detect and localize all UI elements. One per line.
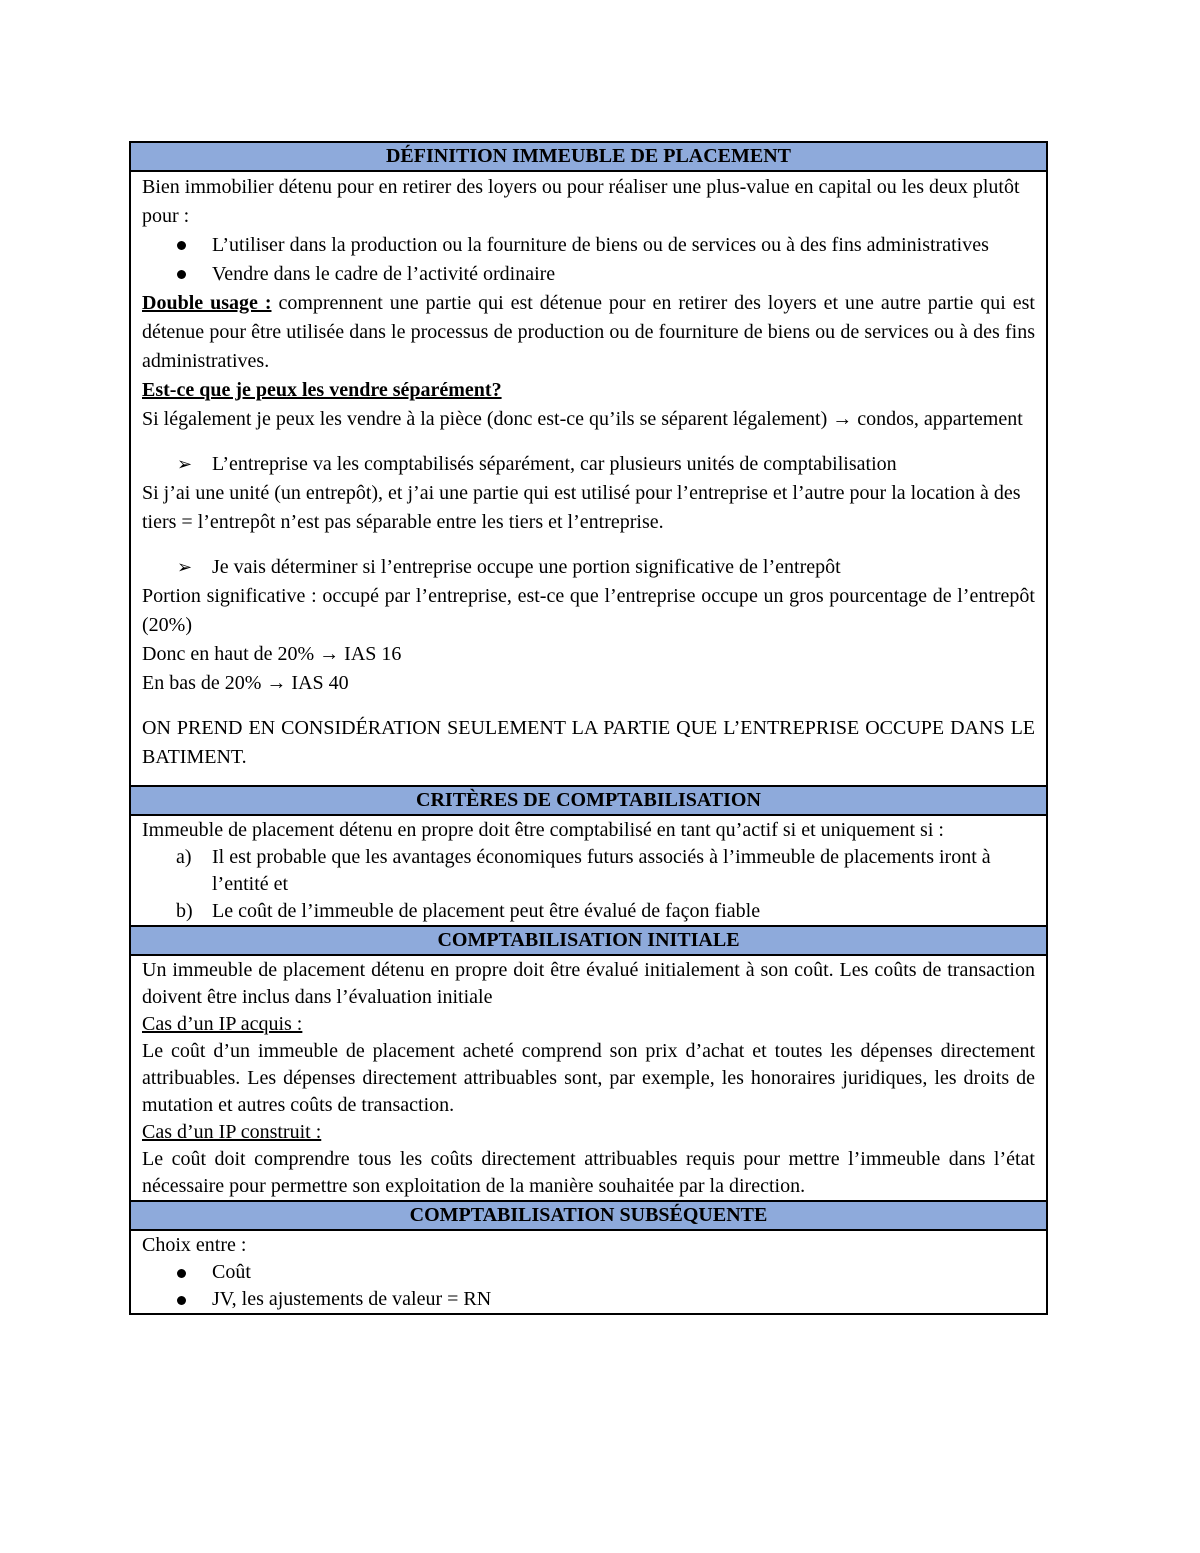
arrow-list-1 <box>142 450 1035 479</box>
separation-question: Est-ce que je peux les vendre séparément? <box>142 379 502 401</box>
list-item: JV, les ajustements de valeur = RN <box>142 1286 1035 1313</box>
double-usage-label: Double usage : <box>142 292 272 314</box>
built-text: Le coût doit comprendre tous les coûts directement attribuables requis pour mettre l’immeuble dans l’état nécessaire pour permettre son exploitation de la manière souhaitée par la direction. <box>142 1148 1035 1197</box>
conclusion-paragraph: ON PREND EN CONSIDÉRATION SEULEMENT LA PARTIE QUE L’ENTREPRISE OCCUPE DANS LE BATIMENT. <box>142 717 1035 768</box>
portion-paragraph: Portion significative : occupé par l’entreprise, est-ce que l’entreprise occupe un gros pourcentage de l’entrepôt (20%) <box>142 585 1035 636</box>
spacer <box>142 698 1035 714</box>
definition-header: DÉFINITION IMMEUBLE DE PLACEMENT <box>131 143 1046 172</box>
list-item: Vendre dans le cadre de l’activité ordinaire <box>142 260 1035 289</box>
arrowhead-right-icon: ➢ <box>177 557 193 578</box>
unit-paragraph: Si j’ai une unité (un entrepôt), et j’ai une partie qui est utilisé pour l’entreprise et l’autre pour la location à des tiers = l’entrepôt n’est pas séparable entre les tiers et l’entreprise. <box>142 482 1021 533</box>
list-item: Coût <box>142 1259 1035 1286</box>
double-usage-paragraph <box>142 289 1035 376</box>
criteria-text: Il est probable que les avantages économiques futurs associés à l’immeuble de placements iront à l’entité et <box>212 846 991 895</box>
definition-bullet-list <box>142 231 1035 289</box>
below-threshold-line: En bas de 20% → IAS 40 <box>142 672 349 694</box>
arrow-list-2 <box>142 553 1035 582</box>
spacer <box>142 537 1035 553</box>
initial-header: COMPTABILISATION INITIALE <box>131 927 1046 956</box>
criteria-header: CRITÈRES DE COMPTABILISATION <box>131 787 1046 816</box>
initial-intro: Un immeuble de placement détenu en propre doit être évalué initialement à son coût. Les coûts de transaction doivent être inclus dans l’évaluation initiale <box>142 959 1035 1008</box>
arrow-point-text: Je vais déterminer si l’entreprise occupe une portion significative de l’entrepôt <box>212 556 841 578</box>
criteria-list <box>142 844 1035 925</box>
list-item <box>142 553 1035 582</box>
acquired-text: Le coût d’un immeuble de placement acheté comprend son prix d’achat et toutes les dépenses directement attribuables. Les dépenses directement attribuables sont, par exemple, les honoraires juridiques, les droits de mutation et autres coûts de transaction. <box>142 1040 1035 1116</box>
built-label: Cas d’un IP construit : <box>142 1121 322 1143</box>
list-item: L’utiliser dans la production ou la fourniture de biens ou de services ou à des fins administratives <box>142 231 1035 260</box>
subsequent-header: COMPTABILISATION SUBSÉQUENTE <box>131 1202 1046 1231</box>
notes-table <box>129 141 1048 1315</box>
definition-intro: Bien immobilier détenu pour en retirer des loyers ou pour réaliser une plus-value en capital ou les deux plutôt pour : <box>142 176 1020 227</box>
spacer <box>142 434 1035 450</box>
arrowhead-right-icon: ➢ <box>177 454 193 475</box>
criteria-intro: Immeuble de placement détenu en propre doit être comptabilisé en tant qu’actif si et uniquement si : <box>142 819 944 841</box>
subsequent-body <box>131 1231 1046 1313</box>
subsequent-intro: Choix entre : <box>142 1234 247 1256</box>
double-usage-text: comprennent une partie qui est détenue pour en retirer des loyers et une autre partie qui est détenue pour être utilisée dans le processus de production ou de fourniture de biens ou de services ou à des fins administratives. <box>142 292 1035 372</box>
list-item <box>142 450 1035 479</box>
separation-answer: Si légalement je peux les vendre à la pièce (donc est-ce qu’ils se séparent légalement) → condos, appartement <box>142 408 1023 430</box>
subsequent-bullet-list <box>142 1259 1035 1313</box>
list-marker: a) <box>176 846 192 868</box>
above-threshold-line: Donc en haut de 20% → IAS 16 <box>142 643 402 665</box>
acquired-label: Cas d’un IP acquis : <box>142 1013 303 1035</box>
initial-body <box>131 956 1046 1202</box>
criteria-body <box>131 816 1046 927</box>
list-item <box>142 898 1035 925</box>
criteria-text: Le coût de l’immeuble de placement peut être évalué de façon fiable <box>212 900 761 922</box>
list-item <box>142 844 1035 898</box>
arrow-point-text: L’entreprise va les comptabilisés séparément, car plusieurs unités de comptabilisation <box>212 453 897 475</box>
definition-body <box>131 172 1046 787</box>
list-marker: b) <box>176 900 193 922</box>
